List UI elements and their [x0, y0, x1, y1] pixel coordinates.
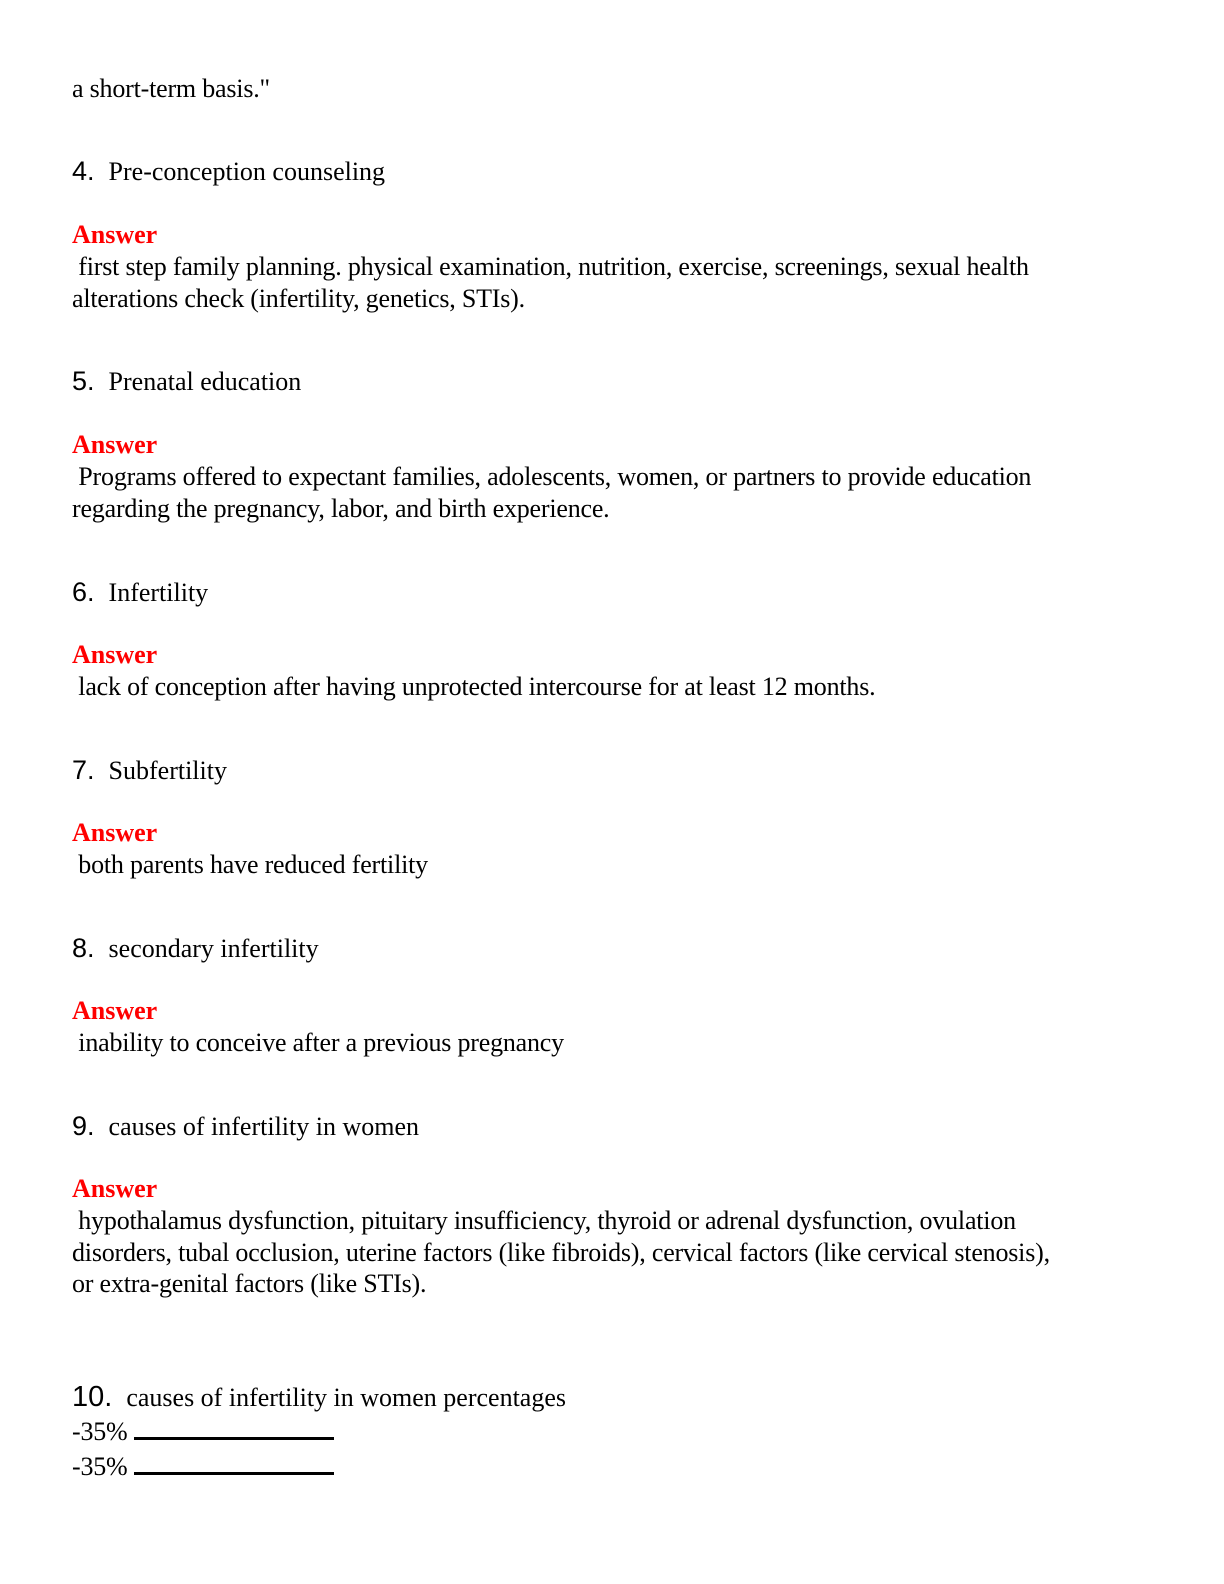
answer-text	[72, 849, 1142, 881]
question-number: 4.	[72, 156, 95, 186]
answer-text	[72, 1205, 1142, 1300]
question-term: Prenatal education	[108, 367, 302, 396]
question-number: 8.	[72, 933, 95, 963]
question-term: Infertility	[108, 578, 209, 607]
question-term: Pre-conception counseling	[108, 157, 386, 186]
question-term: causes of infertility in women	[108, 1112, 420, 1141]
answer-line: or extra-genital factors (like STIs).	[72, 1269, 427, 1298]
percentage-label: -35%	[72, 1452, 128, 1481]
answer-text	[72, 1027, 1142, 1059]
blank-line-1	[72, 1416, 334, 1448]
question-number: 5.	[72, 366, 95, 396]
continuation-text: a short-term basis."	[72, 74, 270, 103]
question-number: 7.	[72, 755, 95, 785]
question-number: 6.	[72, 577, 95, 607]
question-term: secondary infertility	[108, 934, 319, 963]
answer-line: regarding the pregnancy, labor, and birth experience.	[72, 493, 610, 523]
percentage-label: -35%	[72, 1417, 128, 1446]
question-7	[72, 754, 227, 787]
answer-label: Answer	[72, 430, 158, 459]
question-9	[72, 1110, 419, 1143]
fill-in-blank	[134, 1417, 334, 1440]
question-5	[72, 365, 301, 398]
answer-line: alterations check (infertility, genetics, STIs).	[72, 283, 525, 313]
answer-line: Programs offered to expectant families, adolescents, women, or partners to provide education	[72, 462, 1032, 491]
answer-line: first step family planning. physical examination, nutrition, exercise, screenings, sexual health	[72, 252, 1029, 281]
question-10	[72, 1381, 566, 1414]
question-term: Subfertility	[108, 756, 227, 785]
answer-line: lack of conception after having unprotected intercourse for at least 12 months.	[72, 672, 876, 701]
answer-label: Answer	[72, 818, 158, 847]
answer-line: inability to conceive after a previous pregnancy	[72, 1028, 564, 1057]
answer-text	[72, 671, 1142, 703]
answer-label: Answer	[72, 220, 158, 249]
fill-in-blank	[134, 1452, 334, 1475]
blank-line-2	[72, 1451, 334, 1483]
question-8	[72, 932, 319, 965]
answer-label: Answer	[72, 996, 158, 1025]
answer-text	[72, 251, 1142, 314]
question-6	[72, 576, 208, 609]
answer-label: Answer	[72, 1174, 158, 1203]
answer-line: disorders, tubal occlusion, uterine factors (like fibroids), cervical factors (like cervical stenosis),	[72, 1237, 1050, 1267]
answer-line: both parents have reduced fertility	[72, 850, 428, 879]
question-term: causes of infertility in women percentages	[126, 1383, 567, 1412]
question-number: 9.	[72, 1111, 95, 1141]
question-number: 10.	[72, 1381, 113, 1413]
question-4	[72, 155, 385, 188]
answer-label: Answer	[72, 640, 158, 669]
answer-line: hypothalamus dysfunction, pituitary insufficiency, thyroid or adrenal dysfunction, ovulation	[72, 1206, 1016, 1235]
answer-text	[72, 461, 1142, 524]
